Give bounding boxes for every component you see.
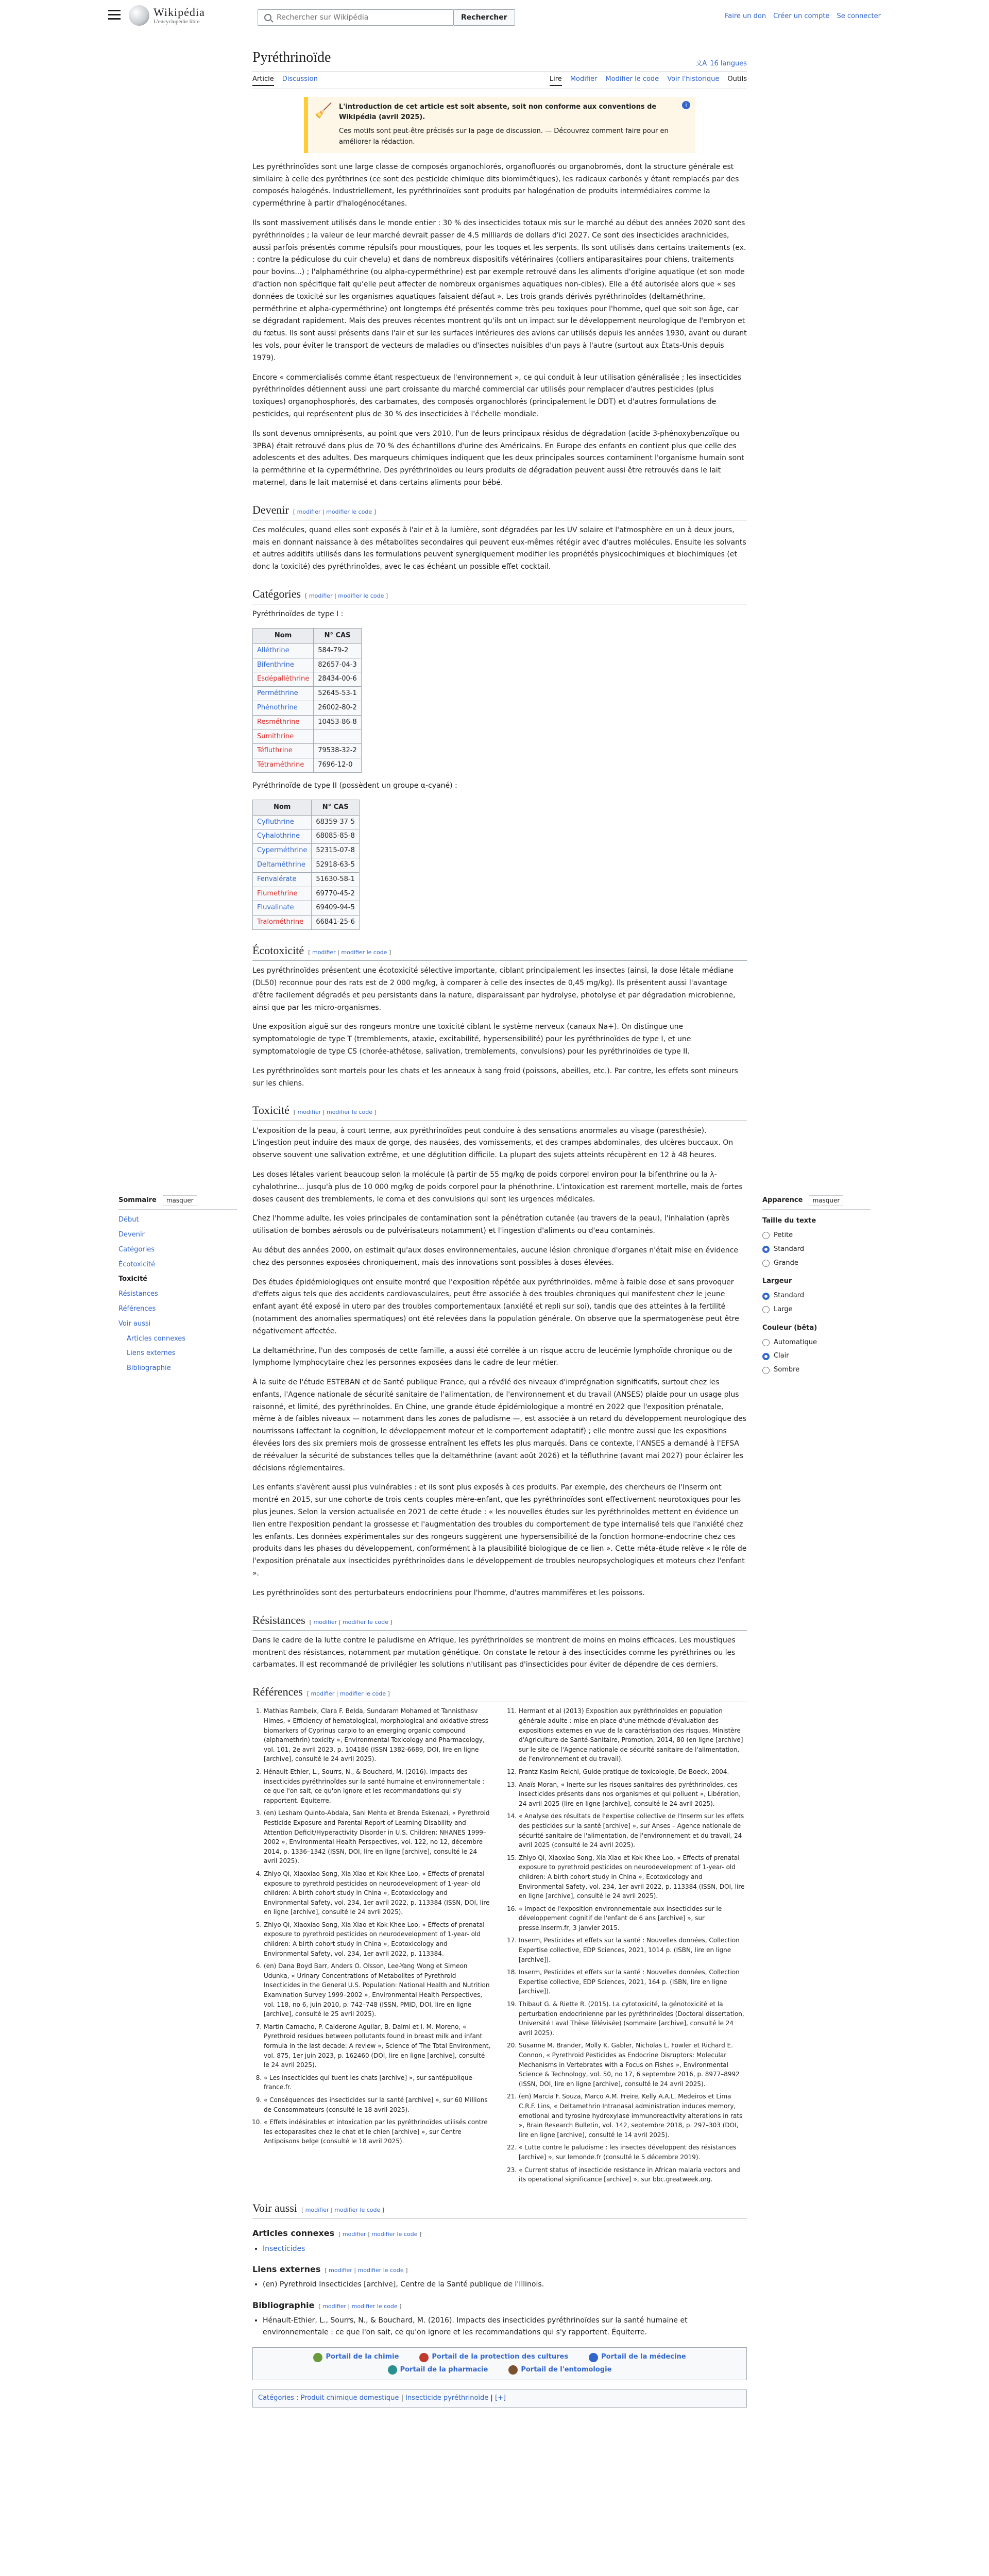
portal-icon — [589, 2353, 598, 2362]
reference-item: 13. Anaïs Moran, « Inerte sur les risques sanitaires des pyréthrinoïdes, ces insecticides présents dans nos organismes et qui polluent », Libération, 24 avril 2025 (lire en ligne [archive], consulté le 24 avril 2025). — [519, 1780, 747, 1809]
toxicite-paragraph: Les doses létales varient beaucoup selon la molécule (à partir de 55 mg/kg de poids corporel environ pour la bifenthrine ou la λ-cyhalothrine... jusqu'à plus de 10 000 mg/kg de poids corporel pour la phénothrine. L'intoxication est rarement mortelle, mais de fortes doses causent des tremblements, le coma et des convulsions qui sont les urgences médicales. — [252, 1170, 743, 1204]
donate-link[interactable]: Faire un don — [724, 12, 766, 20]
categories-label[interactable]: Catégories : — [258, 2394, 299, 2402]
compound-name-link[interactable]: Perméthrine — [253, 687, 314, 701]
resistances-paragraph: Dans le cadre de la lutte contre le paludisme en Afrique, les pyréthrinoïdes se montrent de moins en moins efficaces. Les moustiques montrent des résistances, notamment par mutation génétique. On constate le retour à des insecticides comme les pyréthrines ou les carbamates. Il est recommandé de privilégier les solutions n'utilisant pas d'insecticides pour éviter de dépendre de ces derniers. — [252, 1636, 736, 1669]
devenir-paragraph: Ces molécules, quand elles sont exposés à l'air et à la lumière, sont dégradées par les UV solaire et l'atmosphère en un à deux jours, mais en donnant naissance à des métabolites secondaires qui peuvent eux-mêmes rétégir avec d'autres molécules. Ensuite les solvants et autres additifs utilisés dans les formulations peuvent synergiquement modifier les propriétés physicochimiques et biochimiques (et donc la toxicité) des pyréthrinoïdes, avec le cas échéant un possible effet cocktail. — [252, 526, 746, 571]
toc-item-resistances[interactable]: Résistances — [118, 1290, 158, 1298]
tab-edit-source[interactable]: Modifier le code — [605, 75, 659, 83]
cas-number: 79538-32-2 — [314, 744, 362, 758]
category-links: Catégories : Produit chimique domestique | Insecticide pyréthrinoïde | [+] — [252, 2389, 747, 2408]
portal-link[interactable] — [419, 2352, 568, 2363]
reference-item: 16. « Impact de l'exposition environnementale aux insecticides sur le développement cognitif de l'enfant de 6 ans [archive] », sur presse.inserm.fr, 3 janvier 2015. — [519, 1904, 747, 1933]
compound-name-link[interactable]: Phénothrine — [253, 701, 314, 716]
external-link-item[interactable]: • (en) Pyrethroid Insecticides [archive], Centre de la Santé publique de l'Illinois. — [263, 2279, 747, 2290]
table-row — [253, 687, 362, 701]
reference-item: 22. « Lutte contre le paludisme : les insectes développent des résistances [archive] », sur lemonde.fr (consulté le 5 décembre 2019). — [519, 2143, 747, 2162]
heading-text: Liens externes — [252, 2264, 321, 2274]
reference-item: 9. « Conséquences des insecticides sur la santé [archive] », sur 60 Millions de Consommateurs (consulté le 18 avril 2025). — [264, 2095, 492, 2114]
create-account-link[interactable]: Créer un compte — [773, 12, 830, 20]
reference-item: 18. Inserm, Pesticides et effets sur la santé : Nouvelles données, Collection Expertise collective, EDP Sciences, 2021, 164 p. (ISBN, lire en ligne [archive]). — [519, 1968, 747, 1996]
portal-link[interactable] — [508, 2365, 611, 2376]
table-row — [253, 887, 360, 901]
compound-name-link[interactable]: Flumethrine — [253, 887, 312, 901]
logo-wordmark: Wikipédia — [154, 5, 205, 19]
wikipedia-logo[interactable] — [129, 5, 205, 26]
languages-label: 16 langues — [710, 60, 747, 67]
subsection-liens-externes: Liens externes [ modifier | modifier le code ] — [252, 2263, 747, 2276]
cas-number: 69409-94-5 — [312, 901, 360, 916]
reference-item: 2. Hénault-Ethier, L., Sourrs, N., & Bouchard, M. (2016). Impacts des insecticides pyréthrinoïdes sur la santé humaine et environnementale : ce que l'on sait, ce qu'on ignore et les recommandations qui s'y rapportent. Équiterre. — [264, 1767, 492, 1805]
cas-number: 28434-00-6 — [314, 672, 362, 687]
search-button[interactable]: Rechercher — [453, 9, 515, 26]
portals-box — [252, 2347, 747, 2380]
table-row — [253, 701, 362, 716]
text-size-small[interactable] — [762, 1229, 871, 1243]
toc-sub-articles-connexes[interactable]: Articles connexes — [127, 1334, 186, 1343]
col-name-header: Nom — [253, 629, 314, 644]
heading-text: Devenir — [252, 503, 289, 516]
table-row — [253, 829, 360, 844]
table-row — [253, 815, 360, 829]
main-content — [252, 46, 747, 2408]
intro-paragraph: Ils sont devenus omniprésents, au point que vers 2010, l'un de leurs principaux résidus de dégradation (acide 3-phénoxybenzoïque ou 3PBA) était retrouvé dans plus de 70 % des échantillons d'urine des Américains. En Europe des enfants en contient plus que celle des adolescents et des adultes. Des marqueurs chimiques indiquent que les deux principales sources contaminent l'organisme humain sont la perméthrine et la cyperméthrine. Des pyréthrinoïdes ou leurs produits de dégradation peuvent aussi être retrouvés dans le lait maternel, dans le lait maternisé et dans certains aliments pour bébé. — [252, 429, 744, 487]
cas-number: 68359-37-5 — [312, 815, 360, 829]
toc-item-debut[interactable]: Début — [118, 1216, 139, 1224]
cas-number: 66841-25-6 — [312, 916, 360, 930]
compound-name-link[interactable]: Cyperméthrine — [253, 844, 312, 858]
radio-selected-icon — [762, 1353, 770, 1360]
article-link[interactable]: Insecticides — [263, 2244, 305, 2253]
heading-text: Catégories — [252, 587, 301, 601]
reference-item: 6. (en) Dana Boyd Barr, Anders O. Olsson, Lee-Yang Wong et Simeon Udunka, « Urinary Concentrations of Metabolites of Pyrethroid Insecticides in the General U.S. Population: National Health and Nutrition Examination Survey 1999–2002 », Environmental Health Perspectives, vol. 118, no 6, juin 2010, p. 742–748 (ISSN, PMID, DOI, lire en ligne [archive], consulté le 25 avril 2025). — [264, 1961, 492, 2019]
portal-icon — [508, 2365, 518, 2375]
section-heading-categories: Catégories [ modifier | modifier le code ] — [252, 585, 747, 604]
compound-name-link[interactable]: Fluvalinate — [253, 901, 312, 916]
translate-icon: 文A — [695, 60, 707, 67]
table-row — [253, 672, 362, 687]
ecotox-paragraph: Les pyréthrinoïdes présentent une écotoxicité sélective importante, ciblant principalement les insectes (ainsi, la dose létale médiane (DL50) reconnue pour des rats est de 2 000 mg/kg, à comparer à celle des insectes de 0,45 mg/kg). Ils présentent aussi l'avantage d'être facilement dégradés et peu persistants dans la nature, disparaissant par hydrolyse, photolyse et par dégradation microbienne, ainsi que par les micro-organismes. — [252, 967, 736, 1012]
compound-name-link[interactable]: Deltaméthrine — [253, 858, 312, 873]
cas-number: 7696-12-0 — [314, 758, 362, 773]
width-title: Largeur — [762, 1277, 792, 1285]
section-heading-toxicite: Toxicité [ modifier | modifier le code ] — [252, 1101, 747, 1121]
toc-sub-bibliographie[interactable]: Bibliographie — [127, 1364, 171, 1372]
text-size-large[interactable] — [762, 1257, 871, 1270]
section-heading-devenir: Devenir [ modifier | modifier le code ] — [252, 501, 747, 520]
cas-number: 52918-63-5 — [312, 858, 360, 873]
tab-discussion[interactable]: Discussion — [282, 75, 318, 83]
option-label: Standard — [774, 1292, 805, 1300]
intro-paragraph: Les pyréthrinoïdes sont une large classe de composés organochlorés, organofluorés ou organobromés, dont la structure générale est similaire à celle des pyréthrines (ce sont des pesticide chimique dits biomimétiques), les radicaux carbonés y étant remplacés par des composés halogénés. Industriellement, les pyréthrinoïdes sont produits par halogénation de produits intermédiaires comme la cyperméthrine à partir d'halogénocétanes. — [252, 162, 739, 208]
personal-tools — [725, 11, 881, 22]
option-label: Large — [774, 1305, 793, 1313]
toc-item-ecotoxicite[interactable]: Écotoxicité — [118, 1260, 156, 1268]
reference-item: 1. Mathias Rambeix, Clara F. Belda, Sundaram Mohamed et Tannisthasv Himes, « Efficiency of hematological, morphological and oxidative stress biomarkers of Cyprinus carpio to an emerging organic compound (alphamethrin) toxicity », Environmental Toxicology and Pharmacology, vol. 101, 2e avril 2023, p. 104186 (ISSN 1382-6689, DOI, lire en ligne [archive], consulté le 24 avril 2025). — [264, 1706, 492, 1764]
toxicite-paragraph: Chez l'homme adulte, les voies principales de contamination sont la pénétration cutanée (au travers de la peau), l'inhalation (après utilisation de bombes aérosols ou de pulvérisateurs notamment) et l'ingestion d'aliments ou d'eau contaminés. — [252, 1214, 729, 1235]
table-row — [253, 916, 360, 930]
type1-table — [252, 628, 362, 773]
reference-item: 7. Martin Camacho, P. Calderone Aguilar, B. Dalmi et I. M. Moreno, « Pyrethroid residues between pollutants found in breast milk and infant formula in the last decade: A review », Science of The Total Environment, vol. 875, 1er juin 2023, p. 162460 (DOI, lire en ligne [archive], consulté le 24 avril 2025). — [264, 2022, 492, 2070]
portal-icon — [388, 2365, 397, 2375]
intro-paragraph: Encore « commercialisés comme étant respectueux de l'environnement », ce qui conduit à leur utilisation généralisée ; les insecticides pyréthrinoïdes détiennent aussi une part croissante du marché commercial car utilisés pour remplacer d'autres pesticides (plus toxiques) organophosphorés, des carbamates, des composés organochlorés (principalement le DDT) et d'autres formulations de pesticides, qui représentent plus de 30 % des insecticides à l'échelle mondiale. — [252, 373, 742, 418]
category-expand[interactable]: [+] — [494, 2394, 506, 2402]
compound-name-link[interactable]: Alléthrine — [253, 643, 314, 658]
table-row — [253, 730, 362, 744]
table-row — [253, 758, 362, 773]
col-cas-header: N° CAS — [312, 800, 360, 815]
reference-item: 20. Susanne M. Brander, Molly K. Gabler, Nicholas L. Fowler et Richard E. Connon, « Pyrethroid Pesticides as Endocrine Disruptors: Molecular Mechanisms in Vertebrates with a Focus on Fishes », Environmental Science & Technology, vol. 50, no 17, 6 septembre 2016, p. 8977–8992 (ISSN, DOI, lire en ligne [archive], consulté le 24 avril 2025). — [519, 2041, 747, 2089]
type1-caption: Pyréthrinoïdes de type I : — [252, 610, 344, 619]
cas-number: 51630-58-1 — [312, 872, 360, 887]
references-list — [252, 1706, 747, 2187]
toc-item-voir-aussi[interactable]: Voir aussi — [118, 1319, 151, 1328]
table-row — [253, 858, 360, 873]
reference-item: 3. (en) Lesham Quinto-Abdala, Sani Mehta et Brenda Eskenazi, « Pyrethroid Pesticide Exposure and Parental Report of Learning Disability and Attention Deficit/Hyperactivity Disorder in U.S. Children: NHANES 1999–2002 », Environmental Health Perspectives, vol. 122, no 12, décembre 2014, p. 1336–1342 (ISSN, DOI, lire en ligne [archive], consulté le 24 avril 2025). — [264, 1808, 492, 1866]
table-row — [253, 744, 362, 758]
heading-text: Écotoxicité — [252, 944, 304, 957]
table-row — [253, 658, 362, 672]
references-left-column — [252, 1706, 492, 2187]
option-label: Petite — [774, 1231, 793, 1239]
edit-link[interactable]: modifier — [312, 949, 336, 956]
table-row — [253, 901, 360, 916]
reference-item: 10. « Effets indésirables et intoxication par les pyréthrinoïdes utilisés contre les ectoparasites chez le chat et le chien [archive] », sur Centre Antipoisons belge (consulté le 18 avril 2025). — [264, 2117, 492, 2146]
table-of-contents — [118, 1195, 237, 1376]
reference-item: 15. Zhiyo Qi, Xiaoxiao Song, Xia Xiao et Kok Khee Loo, « Effects of prenatal exposure to pyrethroid pesticides on neurodevelopment of 1-year- old children: A birth cohort study in China », Ecotoxicology and Environmental Safety, vol. 234, 1er avril 2022, p. 113384 (ISSN, DOI, lire en ligne [archive], consulté le 24 avril 2025). — [519, 1853, 747, 1901]
portal-link[interactable] — [313, 2352, 399, 2363]
section-heading-resistances: Résistances [ modifier | modifier le code ] — [252, 1611, 747, 1631]
compound-name-link[interactable]: Cyfluthrine — [253, 815, 312, 829]
cas-number: 26002-80-2 — [314, 701, 362, 716]
tab-history[interactable]: Voir l'historique — [667, 75, 720, 83]
edit-link[interactable]: modifier — [297, 508, 321, 515]
languages-button[interactable] — [695, 59, 747, 70]
reference-item: 23. « Current status of insecticide resistance in African malaria vectors and its operational significance [archive] », sur bbc.greatweek.org. — [519, 2165, 747, 2184]
option-label: Automatique — [774, 1338, 817, 1346]
edit-link[interactable]: modifier — [305, 2206, 329, 2213]
tab-edit[interactable]: Modifier — [570, 75, 598, 83]
page-title: Pyréthrinoïde — [252, 49, 331, 65]
heading-text: Articles connexes — [252, 2228, 335, 2238]
tools-menu[interactable]: Outils — [727, 75, 747, 83]
toxicite-paragraph: La deltaméthrine, l'un des composés de cette famille, a aussi été corrélée à un risque accru de leucémie lymphoïde chronique ou de lymphome lymphocytaire chez les personnes exposées dans le cadre de leur métier. — [252, 1346, 732, 1367]
category-link[interactable]: Insecticide pyréthrinoïde — [405, 2394, 489, 2402]
toxicite-paragraph: Au début des années 2000, on estimait qu'aux doses environnementales, aucune lésion chronique d'organes n'était mise en évidence chez des personnes exposées chroniquement, mais des innovations sont possibles à doses élevées. — [252, 1246, 738, 1267]
tab-read[interactable]: Lire — [550, 74, 562, 86]
reference-item: 12. Frantz Kasim Reichl, Guide pratique de toxicologie, De Boeck, 2004. — [519, 1767, 747, 1777]
heading-text: Résistances — [252, 1613, 305, 1626]
edit-code-link[interactable]: modifier le code — [341, 949, 387, 956]
width-standard[interactable] — [762, 1289, 871, 1303]
main-menu-icon[interactable] — [108, 10, 121, 20]
compound-name-link[interactable]: Sumithrine — [253, 730, 314, 744]
heading-text: Références — [252, 1685, 303, 1699]
option-label: Standard — [774, 1245, 805, 1253]
maintenance-banner — [304, 97, 695, 153]
radio-icon — [762, 1339, 770, 1346]
compound-name-link[interactable]: Esdépalléthrine — [253, 672, 314, 687]
broom-icon: 🧹 — [314, 102, 333, 120]
toc-hide-button[interactable]: masquer — [163, 1195, 197, 1206]
portal-label: Portail de l'entomologie — [521, 2366, 612, 2374]
toc-title: Sommaire — [118, 1196, 157, 1205]
edit-code-link[interactable]: modifier le code — [351, 2302, 398, 2310]
radio-icon — [762, 1367, 770, 1374]
edit-link[interactable]: modifier — [322, 2302, 346, 2310]
ecotox-paragraph: Les pyréthrinoïdes sont mortels pour les chats et les anneaux à sang froid (poissons, abeilles, etc.). Par contre, les effets sont mineurs sur les chiens. — [252, 1066, 738, 1088]
appearance-title: Apparence — [762, 1196, 803, 1205]
portal-label: Portail de la médecine — [601, 2353, 686, 2361]
section-heading-voir-aussi: Voir aussi [ modifier | modifier le code ] — [252, 2199, 747, 2218]
reference-item: 11. Hermant et al (2013) Exposition aux pyréthrinoïdes en population générale adulte : mise en place d'une méthode d'évaluation des expositions externes en vue de la caractérisation des risques. Ministère d'Agriculture de Santé-Sanitaire, Promotion, 2014, 80 (en ligne [archive] sur le site de l'Agence nationale de sécurité sanitaire de l'alimentation, de l'environnement et du travail). — [519, 1706, 747, 1764]
edit-code-link[interactable]: modifier le code — [326, 508, 372, 515]
compound-name-link[interactable]: Tralométhrine — [253, 916, 312, 930]
color-light[interactable] — [762, 1349, 871, 1363]
toxicite-paragraph: L'exposition de la peau, à court terme, aux pyréthrinoïdes peut conduire à des sensations anormales au visage (paresthésie). L'ingestion peut induire des maux de gorge, des nausées, des vomissements, et des crampes abdominales, des ulcères buccaux. On observe souvent une salivation extrême, et une déglutition difficile. La plupart des sujets atteints récupèrent en 12 à 48 heures. — [252, 1126, 734, 1160]
toc-sub-liens-externes[interactable]: Liens externes — [127, 1349, 176, 1358]
table-row — [253, 844, 360, 858]
radio-icon — [762, 1306, 770, 1313]
cas-number: 584-79-2 — [314, 643, 362, 658]
toc-item-devenir[interactable]: Devenir — [118, 1230, 145, 1239]
reference-item: 17. Inserm, Pesticides et effets sur la santé : Nouvelles données, Collection Expertise collective, EDP Sciences, 2021, 1014 p. (ISBN, lire en ligne [archive]). — [519, 1936, 747, 1964]
cas-number: 68085-85-8 — [312, 829, 360, 844]
color-dark[interactable] — [762, 1363, 871, 1377]
search-input[interactable] — [277, 13, 453, 22]
compound-name-link[interactable]: Fenvalérate — [253, 872, 312, 887]
reference-item: 21. (en) Marcia F. Souza, Marco A.M. Freire, Kelly A.A.L. Medeiros et Lima C.R.F. Lins, « Deltamethrin Intranasal administration induces memory, emotional and tyrosine hydroxylase immunoreactivity alterations in rats », Brain Research Bulletin, vol. 142, septembre 2018, p. 297–303 (DOI, lire en ligne [archive], consulté le 14 avril 2025). — [519, 2092, 747, 2140]
toxicite-paragraph: Des études épidémiologiques ont ensuite montré que l'exposition répétée aux pyréthrinoïdes, même à faible dose et sans provoquer d'effets aigus tels que des accidents cardiovasculaires, peut être associée à des troubles chroniques qui manifestent chez le jeune enfant ayant été exposé in utero par des troubles comportementaux (anxiété et repli sur soi), tandis que des atteintes à la fertilité (notamment des anomalies spermatiques) ont été relevées dans la population générale. On observe que la spermatogenèse peut être négativement affectée. — [252, 1278, 739, 1335]
portal-link[interactable] — [589, 2352, 686, 2363]
cas-number: 52645-53-1 — [314, 687, 362, 701]
ecotox-paragraph: Une exposition aiguë sur des rongeurs montre une toxicité ciblant le système nerveux (canaux Na+). On distingue une symptomatologie de type T (tremblements, ataxie, excitabilité, hypersensibilité) pour les pyréthrinoïdes de type I, et une symptomatologie de type CS (chorée-athétose, salivation, tremblements, convulsions) pour les pyréthrinoïdes de type II. — [252, 1023, 691, 1056]
section-heading-ecotoxicite: Écotoxicité [ modifier | modifier le code ] — [252, 941, 747, 961]
col-name-header: Nom — [253, 800, 312, 815]
cas-number: 82657-04-3 — [314, 658, 362, 672]
radio-icon — [762, 1260, 770, 1267]
login-link[interactable]: Se connecter — [837, 12, 881, 20]
edit-code-link[interactable]: modifier le code — [357, 2266, 404, 2274]
edit-link[interactable]: modifier — [313, 1618, 337, 1625]
search-icon — [264, 14, 271, 21]
logo-tagline: L'encyclopédie libre — [154, 19, 200, 25]
heading-text: Voir aussi — [252, 2201, 297, 2214]
type2-table — [252, 800, 360, 930]
reference-item: 19. Thibaut G. & Riette R. (2015). La cytotoxicité, la génotoxicité et la perturbation endocrinienne par les pyréthrinoïdes (Doctoral dissertation, Université Laval Thèse Télévisée) (sommaire [archive], consulté le 24 avril 2025). — [519, 1999, 747, 2038]
portal-label: Portail de la protection des cultures — [432, 2353, 569, 2361]
portal-label: Portail de la chimie — [326, 2353, 399, 2361]
portal-icon — [313, 2353, 322, 2362]
width-large[interactable] — [762, 1303, 871, 1317]
toxicite-paragraph: Les enfants s'avèrent aussi plus vulnérables : et ils sont plus exposés à ces produits. Par exemple, des chercheurs de l'Inserm ont montré en 2015, sur une cohorte de trois cents couples mère-enfant, que les pyréthrinoïdes sont effectivement neurotoxiques pour les plus jeunes. Selon la version actualisée en 2021 de cette étude : « les nouvelles études sur les pyréthrinoïdes mettent en évidence un lien entre l'exposition pendant la grossesse et l'augmentation des troubles du comportement de type internalisé tels que l'anxiété chez les enfants. Les données expérimentales sur des rongeurs suggèrent une hypersensibilité de la fonction hormone-endocrine chez ces produits dans les phases du développement, conformément à la plausibilité biologique de ce lien ». Cette méta-étude relève « le rôle de l'exposition prénatale aux insecticides pyréthrinoïdes dans le développement de troubles neuropsychologiques et moteurs chez l'enfant ». — [252, 1483, 747, 1578]
bibliography-item: • Hénault-Ethier, L., Sourrs, N., & Bouchard, M. (2016). Impacts des insecticides pyréthrinoïdes sur la santé humaine et environnementale : ce que l'on sait, ce qu'on ignore et les recommandations qui s'y rapportent. Équiterre. — [263, 2315, 747, 2338]
edit-link[interactable]: modifier — [309, 592, 333, 600]
reference-item: 8. « Les insecticides qui tuent les chats [archive] », sur santépublique-france.fr. — [264, 2073, 492, 2092]
edit-link[interactable]: modifier — [342, 2230, 366, 2238]
toxicite-paragraph: À la suite de l'étude ESTEBAN et de Santé publique France, qui a révélé des niveaux d'imprégnation significatifs, surtout chez les enfants, l'Agence nationale de sécurité sanitaire de l'alimentation, de l'environnement et du travail (ANSES) plaide pour un usage plus raisonné, et limité, des pyréthrinoïdes. En Chine, une grande étude épidémiologique a montré en 2022 que l'exposition prénatale, même à de faibles niveaux — notamment dans les zones de paludisme —, est associée à un retard du développement neurologique des nourrissons (affectant la cognition, le développement moteur et le comportement adaptatif) ; elle montre aussi que les expositions élevées lors des six premiers mois de grossesse entraînent les effets les plus marqués. Dans ce contexte, l'ANSES a demandé à l'EFSA de réévaluer la sécurité de substances telles que la deltaméthrine (avant août 2026) et la téfluthrine (avant mai 2027) pour éclairer les décisions réglementaires. — [252, 1378, 747, 1472]
compound-name-link[interactable]: Téfluthrine — [253, 744, 314, 758]
tab-article[interactable]: Article — [252, 74, 274, 86]
heading-text: Toxicité — [252, 1104, 289, 1117]
type2-caption: Pyréthrinoïde de type II (possèdent un groupe α-cyané) : — [252, 782, 457, 790]
edit-link[interactable]: modifier — [311, 1690, 335, 1698]
compound-name-link[interactable]: Bifenthrine — [253, 658, 314, 672]
search-field[interactable] — [258, 9, 453, 26]
compound-name-link[interactable]: Cyhalothrine — [253, 829, 312, 844]
reference-item: 4. Zhiyo Qi, Xiaoxiao Song, Xia Xiao et Kok Khee Loo, « Effects of prenatal exposure to pyrethroid pesticides on neurodevelopment of 1-year- old children: A birth cohort study in China », Ecotoxicology and Environmental Safety, vol. 234, 1er avril 2022, p. 113384 (ISSN, DOI, lire en ligne [archive], consulté le 24 avril 2025). — [264, 1869, 492, 1917]
info-icon[interactable]: i — [682, 101, 690, 109]
banner-body: Ces motifs sont peut-être précisés sur la page de discussion. — Découvrez comment faire pour en améliorer la rédaction. — [339, 127, 669, 146]
appearance-hide-button[interactable]: masquer — [809, 1195, 843, 1206]
toc-item-references[interactable]: Références — [118, 1304, 156, 1313]
portal-link[interactable] — [388, 2365, 488, 2376]
table-row — [253, 872, 360, 887]
edit-code-link[interactable]: modifier le code — [371, 2230, 418, 2238]
col-cas-header: N° CAS — [314, 629, 362, 644]
edit-code-link[interactable]: modifier le code — [338, 592, 384, 600]
edit-code-link[interactable]: modifier le code — [339, 1690, 386, 1698]
edit-code-link[interactable]: modifier le code — [342, 1618, 388, 1625]
edit-link[interactable]: modifier — [329, 2266, 352, 2274]
radio-selected-icon — [762, 1246, 770, 1253]
edit-code-link[interactable]: modifier le code — [334, 2206, 381, 2213]
section-heading-references: Références [ modifier | modifier le code ] — [252, 1683, 747, 1702]
cas-number — [314, 730, 362, 744]
edit-link[interactable]: modifier — [297, 1109, 321, 1116]
cas-number: 69770-45-2 — [312, 887, 360, 901]
heading-text: Bibliographie — [252, 2300, 315, 2310]
toc-item-toxicite[interactable]: Toxicité — [118, 1275, 148, 1283]
toxicite-paragraph: Les pyréthrinoïdes sont des perturbateurs endocriniens pour l'homme, d'autres mammifères et les poissons. — [252, 1588, 645, 1597]
table-row — [253, 715, 362, 730]
color-title: Couleur (bêta) — [762, 1324, 817, 1332]
references-right-column — [507, 1706, 747, 2187]
option-label: Grande — [774, 1259, 798, 1267]
table-row — [253, 643, 362, 658]
banner-title: L'introduction de cet article est soit absente, soit non conforme aux conventions de Wikipédia (avril 2025). — [339, 103, 657, 122]
color-auto[interactable] — [762, 1336, 871, 1350]
reference-item: 5. Zhiyo Qi, Xiaoxiao Song, Xia Xiao et Kok Khee Loo, « Effects of prenatal exposure to pyrethroid pesticides on neurodevelopment of 1-year- old children: A birth cohort study in China », Ecotoxicology and Environmental Safety, vol. 234, 1er avril 2022, p. 113384. — [264, 1920, 492, 1958]
category-link[interactable]: Produit chimique domestique — [300, 2394, 399, 2402]
appearance-panel — [762, 1195, 871, 1377]
portal-label: Portail de la pharmacie — [400, 2366, 488, 2374]
option-label: Clair — [774, 1352, 789, 1360]
globe-icon — [129, 5, 149, 26]
option-label: Sombre — [774, 1366, 800, 1374]
portal-icon — [419, 2353, 429, 2362]
cas-number: 10453-86-8 — [314, 715, 362, 730]
edit-code-link[interactable]: modifier le code — [326, 1109, 373, 1116]
cas-number: 52315-07-8 — [312, 844, 360, 858]
toc-item-categories[interactable]: Catégories — [118, 1245, 155, 1253]
intro-paragraph: Ils sont massivement utilisés dans le monde entier : 30 % des insecticides totaux mis sur le marché au début des années 2020 sont des pyréthrinoïdes ; la valeur de leur marché devrait passer de 4,5 milliards de dollars d'ici 2027. Ce sont des insecticides arachnicides, aussi parfois présentés comme répulsifs pour moustiques, pour les toques et les serpents. Ils sont utilisés dans certains traitements (ex. : contre la pédiculose du cuir chevelu) et dans de nombreux dispositifs vétérinaires (colliers antiparasitaires pour chiens, traitements pour bovins...) ; l'alphaméthrine (ou alpha-cyperméthrine) est par exemple retrouvé dans les aliments d'origine aquatique (et son mode d'action non spécifique fait qu'elle peut affecter de nombreux organismes aquatiques non-cibles). Elle a été autorisée alors que « ses données de toxicité sur les organismes aquatiques faisaient défaut ». Les trois grands dérivés pyréthrinoïdes (deltaméthrine, perméthrine et alpha-cyperméthrine) ont longtemps été présentés comme très peu toxiques pour l'homme, quel que soit son âge, car se dégradant rapidement. Mais des preuves récentes montrent qu'ils ont un impact sur le développement neurologique de l'embryon et du fœtus. Ils sont aussi présents dans l'air et sur les surfaces intérieures des avions car utilisés depuis les années 1930, avant ou durant les vols, pour éviter le transport de vecteurs de maladies ou d'insectes nuisibles d'un pays à l'autre (surtout aux États-Unis depuis 1979). — [252, 218, 747, 362]
text-size-standard[interactable] — [762, 1243, 871, 1257]
text-size-title: Taille du texte — [762, 1217, 816, 1225]
compound-name-link[interactable]: Tétraméthrine — [253, 758, 314, 773]
radio-selected-icon — [762, 1293, 770, 1300]
subsection-articles-connexes: Articles connexes [ modifier | modifier le code ] — [252, 2227, 747, 2240]
reference-item: 14. « Analyse des résultats de l'expertise collective de l'Inserm sur les effets des pesticides sur la santé [archive] », sur Anses – Agence nationale de sécurité sanitaire de l'alimentation, de l'environnement et du travail, 24 avril 2025 (consulté le 24 avril 2025). — [519, 1811, 747, 1850]
compound-name-link[interactable]: Resméthrine — [253, 715, 314, 730]
site-header — [0, 0, 989, 33]
radio-icon — [762, 1232, 770, 1239]
subsection-bibliographie: Bibliographie [ modifier | modifier le code ] — [252, 2299, 747, 2312]
